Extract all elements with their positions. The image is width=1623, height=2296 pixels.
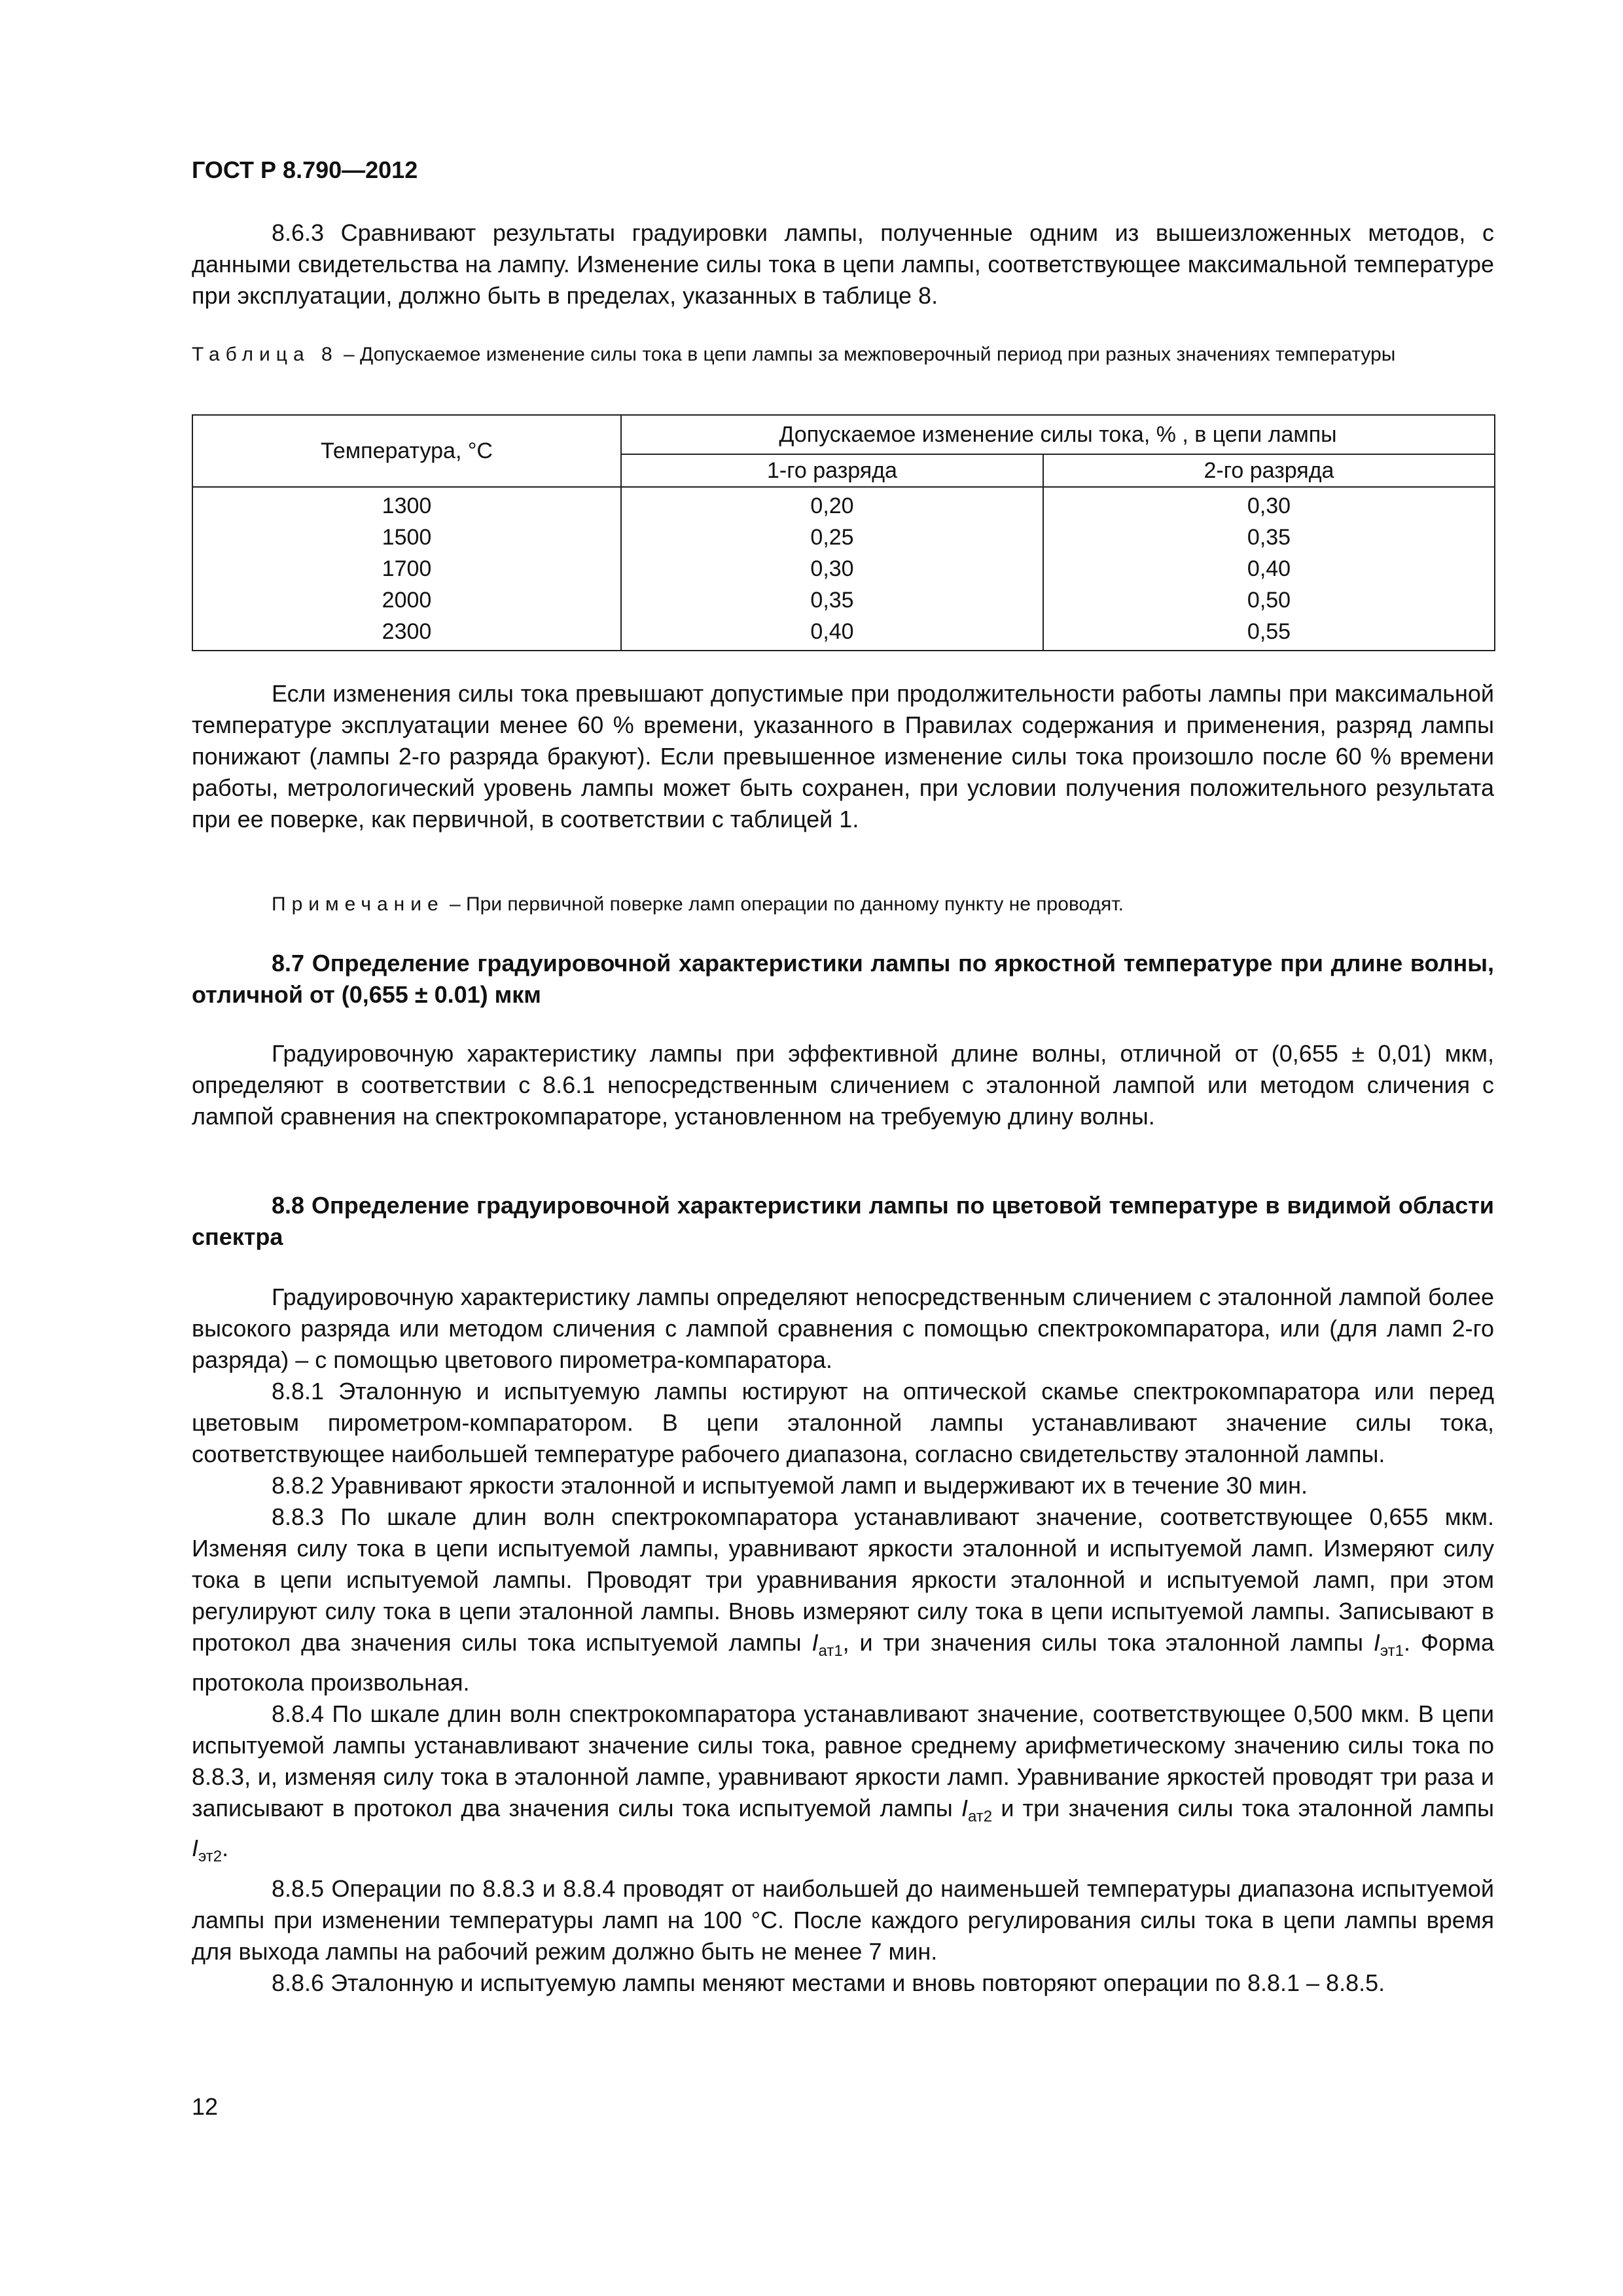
header-grade-1: 1-го разряда [621,454,1043,487]
paragraph-8-6-3 [192,217,1494,312]
page-number: 12 [192,2093,219,2120]
cell-temperature: 1300 [192,487,621,522]
cell-grade-1: 0,35 [621,584,1043,616]
text-8-8-4-part-c: . [222,1835,229,1862]
table-caption-label: Таблица 8 [192,344,338,365]
tolerance-table [192,414,1495,651]
table-caption-text: – Допускаемое изменение силы тока в цепи лампы за межповерочный период при разных значениях температуры [338,344,1396,365]
current-symbol: I [812,1629,819,1656]
text-8-8-4 [192,1698,1494,1873]
current-subscript: эт1 [1380,1642,1404,1660]
cell-grade-1: 0,20 [621,487,1043,522]
text-8-7: Градуировочную характеристику лампы при эффективной длине волны, отличной от (0,655 ± 0,01) мкм, определяют в соответствии с 8.6.1 непосредственным сличением с эталонной лампой или методом сличения с лампой сравнения на спектрокомпараторе, установленном на требуемую длину волны. [192,1040,1494,1130]
header-grade-2: 2-го разряда [1043,454,1495,487]
current-subscript: ат2 [967,1808,993,1826]
cell-temperature: 2300 [192,616,621,651]
current-subscript: ат1 [818,1642,843,1660]
note-text: – При первичной поверке ламп операции по данному пункту не проводят. [444,893,1124,915]
text-8-8-3-part-c: . Форма протокола произвольная. [192,1629,1495,1696]
document-header: ГОСТ Р 8.790—2012 [192,156,418,183]
intro-text: 8.6.3 Сравнивают результаты градуировки лампы, полученные одним из вышеизложенных методов, с данными свидетельства на лампу. Изменение силы тока в цепи лампы, соответствующее максимальной температуре при эксплуатации, должно быть в пределах, указанных в таблице 8. [192,219,1494,309]
section-8-7-body [192,1038,1494,1132]
current-symbol: I [961,1795,968,1822]
text-8-8-6: 8.8.6 Эталонную и испытуемую лампы меняют местами и вновь повторяют операции по 8.8.1 – 8.8.5. [272,1969,1385,1996]
text-8-8-3-part-a: 8.8.3 По шкале длин волн спектрокомпаратора устанавливают значение, соответствующее 0,655 мкм. Изменяя силу тока в цепи испытуемой лампы, уравнивают яркости эталонной и испытуемой ламп. Измеряют силу тока в цепи испытуемой лампы. Проводят три уравнивания яркости эталонной и испытуемой ламп, при этом регулируют силу тока в цепи эталонной лампы. Вновь измеряют силу тока в цепи испытуемой лампы. Записывают в протокол два значения силы тока испытуемой лампы [192,1503,1494,1656]
text-8-8-1: 8.8.1 Эталонную и испытуемую лампы юстируют на оптической скамье спектрокомпаратора или перед цветовым пирометром-компаратором. В цепи эталонной лампы устанавливают значение силы тока, соответствующее наибольшей температуре рабочего диапазона, согласно свидетельству эталонной лампы. [192,1378,1494,1467]
header-temperature: Температура, °С [192,415,621,487]
paragraph-after-table [192,678,1494,835]
text-8-8-intro: Градуировочную характеристику лампы определяют непосредственным сличением с эталонной лампой более высокого разряда или методом сличения с лампой сравнения с помощью спектрокомпаратора, или (для ламп 2-го разряда) – с помощью цветового пирометра-компаратора. [192,1283,1494,1373]
current-symbol: I [1373,1629,1380,1656]
cell-temperature: 2000 [192,584,621,616]
section-8-8-body [192,1282,1494,1999]
heading-8-8: 8.8 Определение градуировочной характеристики лампы по цветовой температуре в видимой области спектра [192,1192,1494,1250]
table-row [192,522,1495,553]
table-row [192,553,1495,584]
text-8-8-4-part-a: 8.8.4 По шкале длин волн спектрокомпаратора устанавливают значение, соответствующее 0,500 мкм. В цепи испытуемой лампы устанавливают значение силы тока, равное среднему арифметическому значению силы тока по 8.8.3, и, изменяя силу тока в эталонной лампе, уравнивают яркости ламп. Уравнивание яркостей проводят три раза и записывают в протокол два значения силы тока испытуемой лампы [192,1700,1494,1822]
table-row [192,487,1495,522]
header-current-change: Допускаемое изменение силы тока, % , в цепи лампы [621,415,1495,454]
section-8-7-heading [192,948,1494,1011]
text-8-8-3 [192,1501,1494,1698]
heading-8-7: 8.7 Определение градуировочной характеристики лампы по яркостной температуре при длине волны, отличной от (0,655 ± 0.01) мкм [192,950,1494,1008]
cell-grade-2: 0,55 [1043,616,1495,651]
after-table-text: Если изменения силы тока превышают допустимые при продолжительности работы лампы при максимальной температуре эксплуатации менее 60 % времени, указанного в Правилах содержания и применения, разряд лампы понижают (лампы 2-го разряда бракуют). Если превышенное изменение силы тока произошло после 60 % времени работы, метрологический уровень лампы может быть сохранен, при условии получения положительного результата при ее поверке, как первичной, в соответствии с таблицей 1. [192,680,1494,833]
current-subscript: эт2 [198,1848,223,1866]
table-row [192,584,1495,616]
cell-grade-1: 0,25 [621,522,1043,553]
text-8-8-2: 8.8.2 Уравнивают яркости эталонной и испытуемой ламп и выдерживают их в течение 30 мин. [272,1472,1308,1499]
cell-grade-1: 0,30 [621,553,1043,584]
cell-grade-1: 0,40 [621,616,1043,651]
text-8-8-4-part-b: и три значения силы тока эталонной лампы [992,1795,1494,1822]
cell-grade-2: 0,30 [1043,487,1495,522]
cell-grade-2: 0,35 [1043,522,1495,553]
cell-grade-2: 0,40 [1043,553,1495,584]
table-caption [192,342,1494,368]
note [192,891,1494,918]
table-row [192,616,1495,651]
cell-grade-2: 0,50 [1043,584,1495,616]
note-label: Примечание [272,893,444,915]
current-symbol: I [192,1835,199,1862]
cell-temperature: 1700 [192,553,621,584]
section-8-8-heading [192,1190,1494,1253]
text-8-8-3-part-b: , и три значения силы тока эталонной лампы [842,1629,1374,1656]
text-8-8-5: 8.8.5 Операции по 8.8.3 и 8.8.4 проводят от наибольшей до наименьшей температуры диапазона испытуемой лампы при изменении температуры ламп на 100 °С. После каждого регулирования силы тока в цепи лампы время для выхода лампы на рабочий режим должно быть не менее 7 мин. [192,1874,1494,1965]
cell-temperature: 1500 [192,522,621,553]
